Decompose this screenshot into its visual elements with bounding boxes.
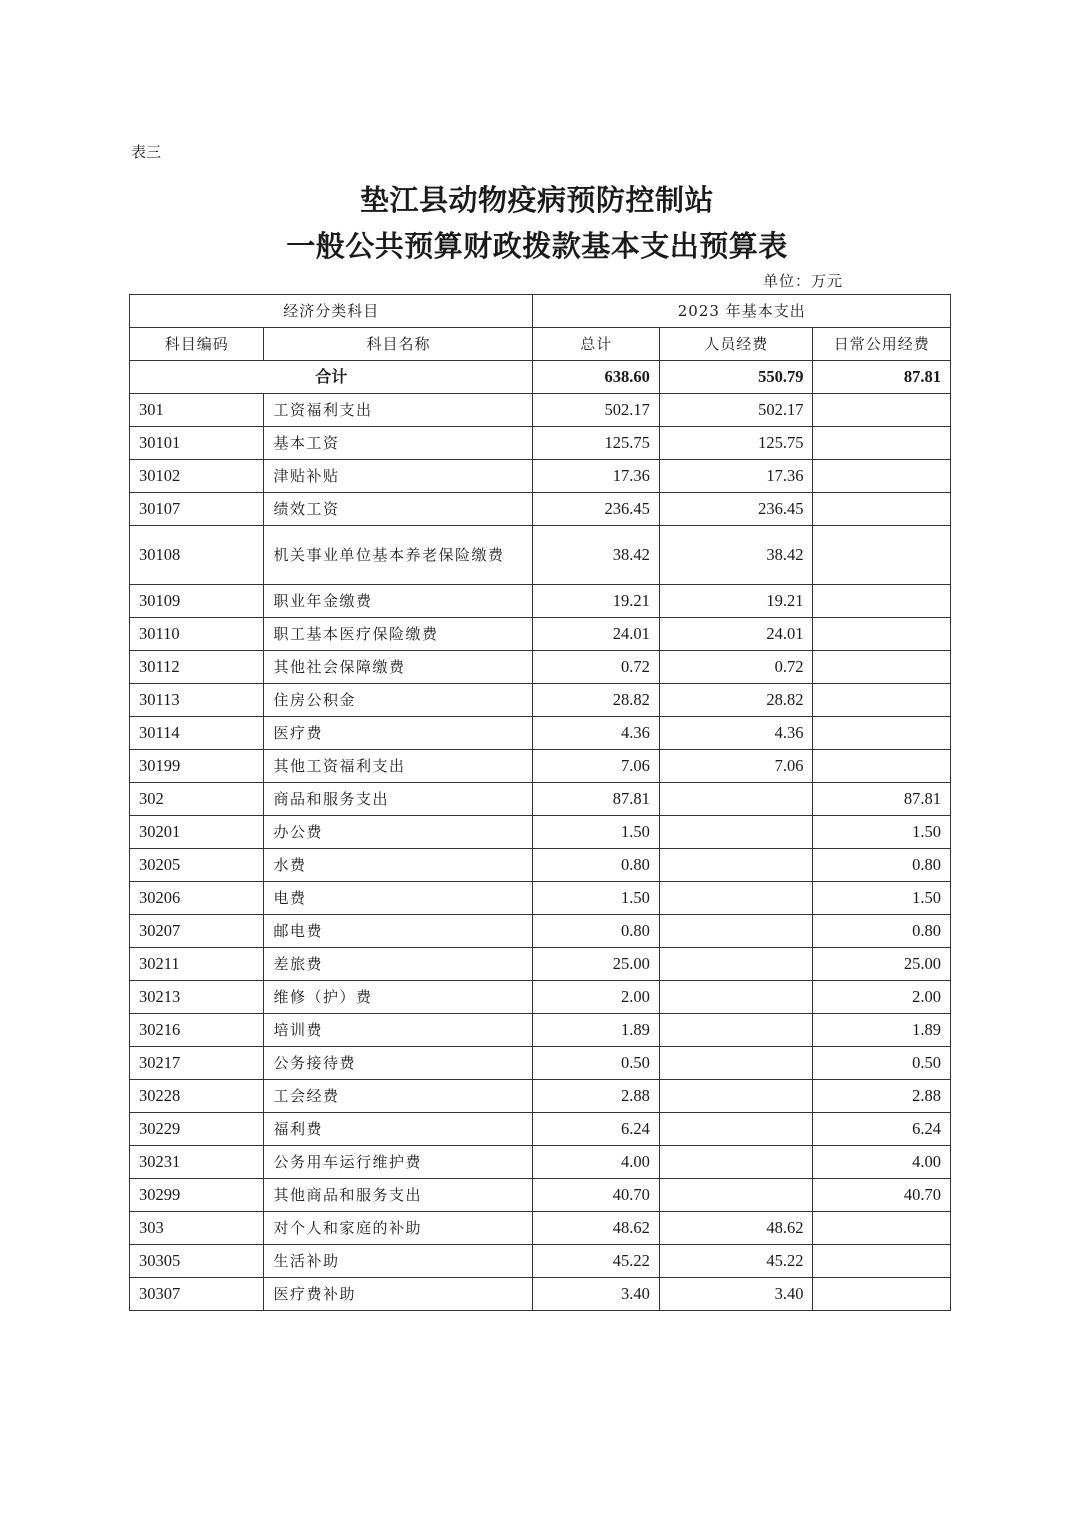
cell-daily: 4.00 (813, 1146, 951, 1179)
cell-total: 87.81 (533, 783, 659, 816)
cell-name: 其他工资福利支出 (264, 750, 533, 783)
cell-name: 其他商品和服务支出 (264, 1179, 533, 1212)
table-row (130, 618, 951, 651)
cell-staff (659, 816, 813, 849)
header-row-columns (130, 328, 951, 361)
cell-total: 0.50 (533, 1047, 659, 1080)
cell-code: 30110 (130, 618, 264, 651)
cell-name: 差旅费 (264, 948, 533, 981)
cell-name: 电费 (264, 882, 533, 915)
cell-name: 津贴补贴 (264, 460, 533, 493)
header-daily: 日常公用经费 (813, 328, 951, 361)
header-name: 科目名称 (264, 328, 533, 361)
table-row (130, 948, 951, 981)
cell-code: 30211 (130, 948, 264, 981)
table-row (130, 526, 951, 585)
cell-staff (659, 1014, 813, 1047)
cell-daily: 25.00 (813, 948, 951, 981)
table-row (130, 783, 951, 816)
cell-daily (813, 1245, 951, 1278)
cell-daily (813, 1278, 951, 1311)
cell-daily (813, 684, 951, 717)
cell-daily (813, 460, 951, 493)
cell-daily: 87.81 (813, 783, 951, 816)
cell-code: 30305 (130, 1245, 264, 1278)
document-title-line1: 垫江县动物疫病预防控制站 (359, 183, 714, 217)
cell-total: 38.42 (533, 526, 659, 585)
cell-staff (659, 882, 813, 915)
cell-name: 机关事业单位基本养老保险缴费 (264, 526, 533, 585)
cell-code: 30229 (130, 1113, 264, 1146)
cell-code: 30113 (130, 684, 264, 717)
cell-name: 公务接待费 (264, 1047, 533, 1080)
cell-code: 30206 (130, 882, 264, 915)
cell-staff: 125.75 (659, 427, 813, 460)
cell-staff: 0.72 (659, 651, 813, 684)
cell-name: 绩效工资 (264, 493, 533, 526)
cell-code: 30108 (130, 526, 264, 585)
cell-daily (813, 717, 951, 750)
total-row (130, 361, 951, 394)
cell-name: 住房公积金 (264, 684, 533, 717)
table-row (130, 1113, 951, 1146)
cell-staff: 45.22 (659, 1245, 813, 1278)
total-daily: 87.81 (813, 361, 951, 394)
cell-total: 4.36 (533, 717, 659, 750)
table-row (130, 915, 951, 948)
cell-staff (659, 981, 813, 1014)
cell-staff: 17.36 (659, 460, 813, 493)
cell-name: 公务用车运行维护费 (264, 1146, 533, 1179)
cell-code: 30112 (130, 651, 264, 684)
cell-name: 工资福利支出 (264, 394, 533, 427)
cell-name: 医疗费补助 (264, 1278, 533, 1311)
cell-name: 邮电费 (264, 915, 533, 948)
total-staff: 550.79 (659, 361, 813, 394)
table-row (130, 493, 951, 526)
table-row (130, 1014, 951, 1047)
cell-staff (659, 915, 813, 948)
cell-daily (813, 1212, 951, 1245)
cell-code: 30201 (130, 816, 264, 849)
table-row (130, 684, 951, 717)
cell-name: 商品和服务支出 (264, 783, 533, 816)
cell-staff: 48.62 (659, 1212, 813, 1245)
cell-staff: 38.42 (659, 526, 813, 585)
total-total: 638.60 (533, 361, 659, 394)
table-row (130, 1047, 951, 1080)
cell-name: 维修（护）费 (264, 981, 533, 1014)
header-code: 科目编码 (130, 328, 264, 361)
cell-name: 其他社会保障缴费 (264, 651, 533, 684)
header-economic-category: 经济分类科目 (130, 295, 533, 328)
cell-staff: 236.45 (659, 493, 813, 526)
table-row (130, 750, 951, 783)
cell-name: 职工基本医疗保险缴费 (264, 618, 533, 651)
cell-staff: 502.17 (659, 394, 813, 427)
cell-code: 30307 (130, 1278, 264, 1311)
cell-name: 办公费 (264, 816, 533, 849)
cell-total: 502.17 (533, 394, 659, 427)
cell-staff (659, 783, 813, 816)
cell-staff (659, 849, 813, 882)
cell-daily: 0.80 (813, 915, 951, 948)
cell-daily (813, 427, 951, 460)
cell-daily (813, 618, 951, 651)
cell-code: 303 (130, 1212, 264, 1245)
cell-daily: 0.50 (813, 1047, 951, 1080)
table-row (130, 1146, 951, 1179)
cell-code: 30228 (130, 1080, 264, 1113)
cell-name: 基本工资 (264, 427, 533, 460)
cell-total: 236.45 (533, 493, 659, 526)
cell-staff (659, 1113, 813, 1146)
header-basic-expenditure-2023: 2023 年基本支出 (533, 295, 951, 328)
cell-code: 30207 (130, 915, 264, 948)
cell-daily (813, 493, 951, 526)
table-row (130, 1179, 951, 1212)
cell-code: 30216 (130, 1014, 264, 1047)
cell-name: 工会经费 (264, 1080, 533, 1113)
cell-code: 30213 (130, 981, 264, 1014)
cell-staff (659, 1080, 813, 1113)
cell-total: 125.75 (533, 427, 659, 460)
total-label: 合计 (130, 361, 533, 394)
cell-daily (813, 585, 951, 618)
cell-staff (659, 1047, 813, 1080)
budget-table (129, 294, 951, 1311)
table-row (130, 1212, 951, 1245)
cell-total: 6.24 (533, 1113, 659, 1146)
header-staff: 人员经费 (659, 328, 813, 361)
cell-daily: 1.50 (813, 882, 951, 915)
cell-code: 30102 (130, 460, 264, 493)
cell-daily (813, 526, 951, 585)
cell-total: 28.82 (533, 684, 659, 717)
cell-staff (659, 1179, 813, 1212)
cell-name: 水费 (264, 849, 533, 882)
cell-code: 302 (130, 783, 264, 816)
cell-total: 7.06 (533, 750, 659, 783)
table-row (130, 882, 951, 915)
cell-name: 生活补助 (264, 1245, 533, 1278)
cell-daily (813, 394, 951, 427)
cell-total: 45.22 (533, 1245, 659, 1278)
header-row-group (130, 295, 951, 328)
cell-daily: 1.89 (813, 1014, 951, 1047)
cell-total: 1.50 (533, 816, 659, 849)
cell-total: 1.50 (533, 882, 659, 915)
cell-staff: 4.36 (659, 717, 813, 750)
cell-code: 301 (130, 394, 264, 427)
cell-staff: 3.40 (659, 1278, 813, 1311)
cell-daily: 40.70 (813, 1179, 951, 1212)
cell-total: 24.01 (533, 618, 659, 651)
cell-daily: 0.80 (813, 849, 951, 882)
cell-total: 17.36 (533, 460, 659, 493)
cell-name: 培训费 (264, 1014, 533, 1047)
cell-total: 3.40 (533, 1278, 659, 1311)
table-row (130, 585, 951, 618)
unit-label: 单位：万元 (763, 272, 844, 290)
cell-daily: 2.00 (813, 981, 951, 1014)
cell-total: 0.80 (533, 849, 659, 882)
table-row (130, 427, 951, 460)
cell-code: 30101 (130, 427, 264, 460)
cell-daily: 6.24 (813, 1113, 951, 1146)
cell-total: 40.70 (533, 1179, 659, 1212)
cell-code: 30114 (130, 717, 264, 750)
table-row (130, 816, 951, 849)
cell-total: 0.72 (533, 651, 659, 684)
cell-code: 30109 (130, 585, 264, 618)
cell-daily (813, 750, 951, 783)
cell-staff: 19.21 (659, 585, 813, 618)
cell-total: 2.00 (533, 981, 659, 1014)
table-row (130, 981, 951, 1014)
cell-daily: 2.88 (813, 1080, 951, 1113)
cell-daily: 1.50 (813, 816, 951, 849)
cell-total: 48.62 (533, 1212, 659, 1245)
table-row (130, 1278, 951, 1311)
header-total: 总计 (533, 328, 659, 361)
table-row (130, 394, 951, 427)
cell-total: 2.88 (533, 1080, 659, 1113)
cell-name: 职业年金缴费 (264, 585, 533, 618)
cell-staff: 28.82 (659, 684, 813, 717)
cell-staff (659, 1146, 813, 1179)
table-row (130, 651, 951, 684)
cell-code: 30231 (130, 1146, 264, 1179)
cell-name: 医疗费 (264, 717, 533, 750)
cell-total: 25.00 (533, 948, 659, 981)
table-row (130, 1080, 951, 1113)
cell-staff: 7.06 (659, 750, 813, 783)
table-row (130, 460, 951, 493)
cell-total: 0.80 (533, 915, 659, 948)
table-tag: 表三 (131, 143, 162, 161)
cell-name: 对个人和家庭的补助 (264, 1212, 533, 1245)
cell-daily (813, 651, 951, 684)
cell-code: 30199 (130, 750, 264, 783)
cell-total: 19.21 (533, 585, 659, 618)
table-row (130, 849, 951, 882)
cell-code: 30217 (130, 1047, 264, 1080)
document-title-line2: 一般公共预算财政拨款基本支出预算表 (286, 229, 788, 263)
cell-staff (659, 948, 813, 981)
cell-code: 30107 (130, 493, 264, 526)
cell-code: 30299 (130, 1179, 264, 1212)
cell-total: 1.89 (533, 1014, 659, 1047)
cell-code: 30205 (130, 849, 264, 882)
cell-staff: 24.01 (659, 618, 813, 651)
table-row (130, 1245, 951, 1278)
cell-name: 福利费 (264, 1113, 533, 1146)
cell-total: 4.00 (533, 1146, 659, 1179)
table-row (130, 717, 951, 750)
